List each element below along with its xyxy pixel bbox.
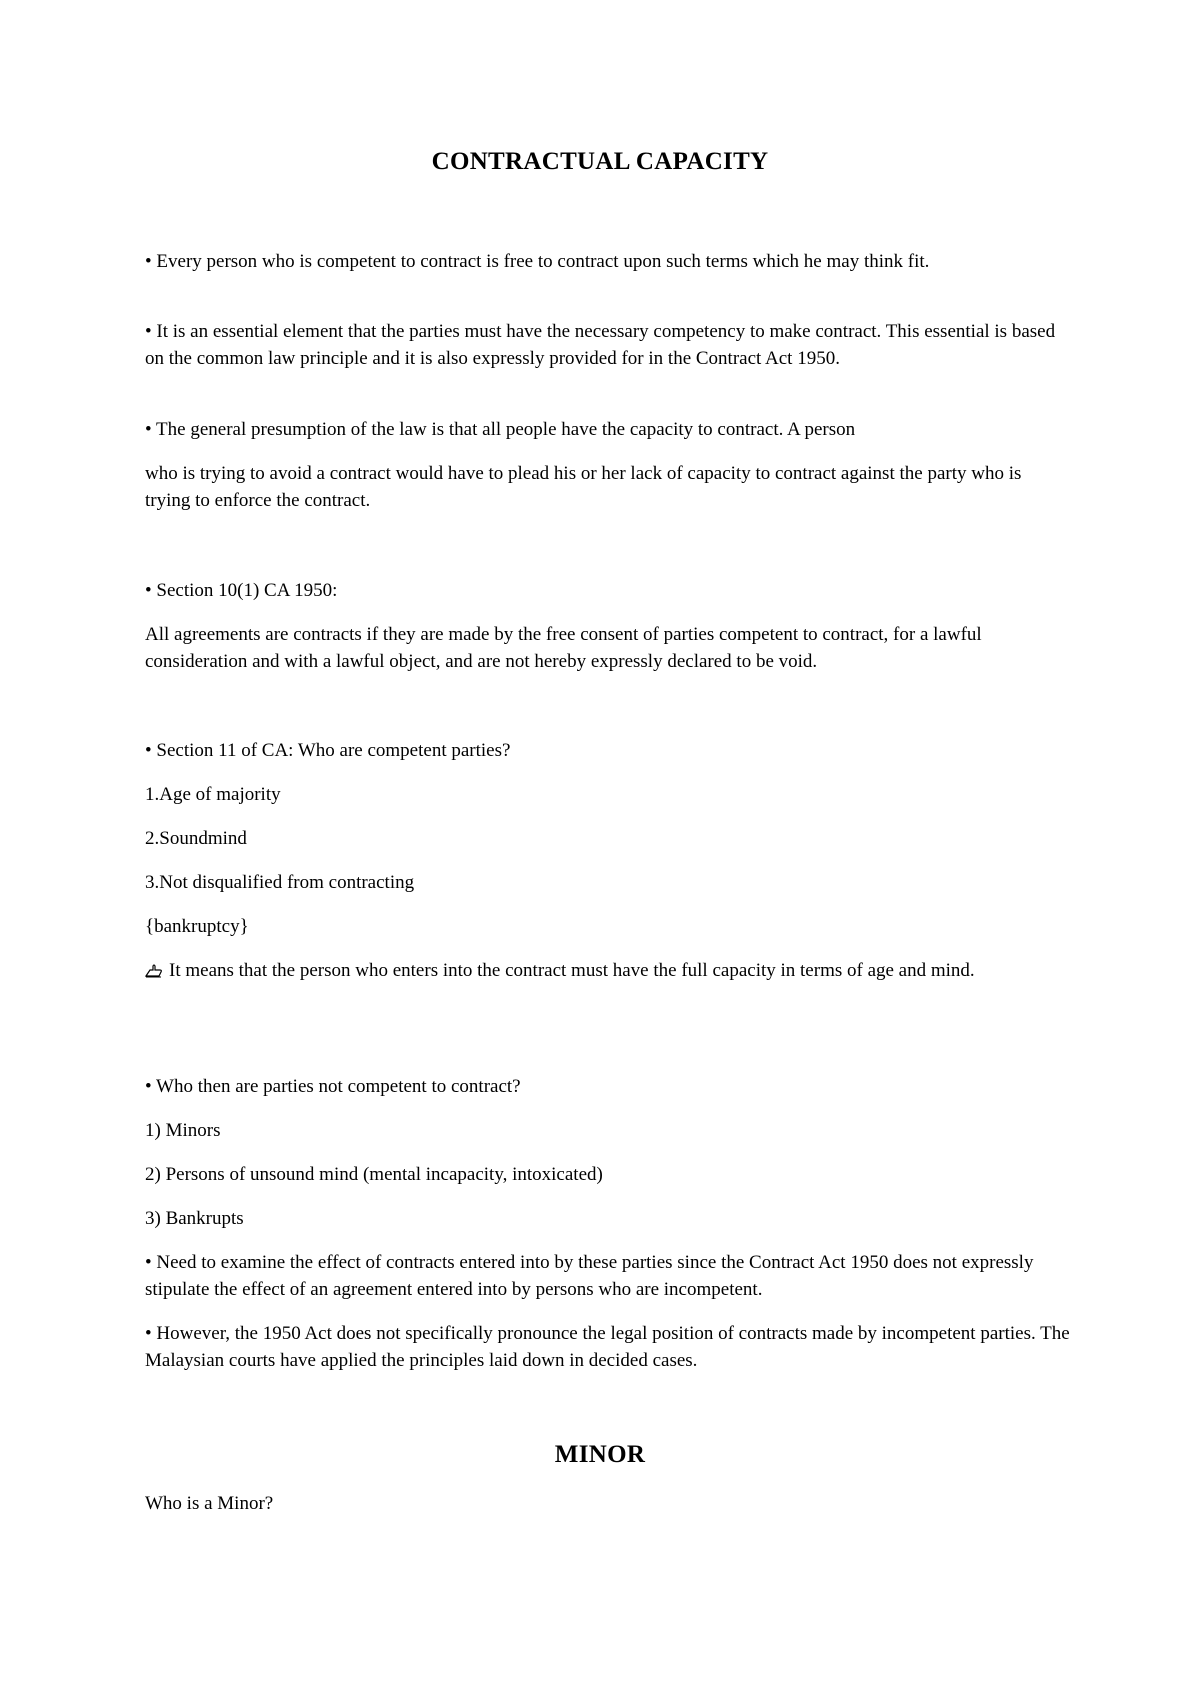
paragraph-section-11: • Section 11 of CA: Who are competent parties? <box>145 740 511 761</box>
list-item-minors: 1) Minors <box>145 1120 221 1141</box>
list-item-soundmind: 2.Soundmind <box>145 828 247 849</box>
page-title: CONTRACTUAL CAPACITY <box>431 148 769 175</box>
list-item-unsound-mind: 2) Persons of unsound mind (mental incapacity, intoxicated) <box>145 1164 603 1185</box>
paragraph-section-10: • Section 10(1) CA 1950: <box>145 580 338 601</box>
list-item-not-disqualified: 3.Not disqualified from contracting <box>145 872 415 893</box>
paragraph-essential-element: • It is an essential element that the parties must have the necessary competency to make contract. This essential is based on the common law principle and it is also expressly provided for in the Contract Act 1950. <box>145 321 1056 369</box>
list-item-bankruptcy: {bankruptcy} <box>145 916 249 937</box>
paragraph-however: • However, the 1950 Act does not specifically pronounce the legal position of contracts made by incompetent parties. The Malaysian courts have applied the principles laid down in decided cases. <box>145 1323 1070 1371</box>
paragraph-competent-free: • Every person who is competent to contract is free to contract upon such terms which he may think fit. <box>145 251 930 272</box>
paragraph-need-to-examine: • Need to examine the effect of contracts entered into by these parties since the Contract Act 1950 does not expressly stipulate the effect of an agreement entered into by persons who are incompetent. <box>145 1252 1034 1300</box>
paragraph-general-presumption: • The general presumption of the law is that all people have the capacity to contract. A person <box>145 419 856 440</box>
paragraph-all-agreements: All agreements are contracts if they are made by the free consent of parties competent to contract, for a lawful consideration and with a lawful object, and are not hereby expressly declared to be void. <box>145 624 982 672</box>
paragraph-full-capacity <box>145 957 1070 984</box>
list-item-bankrupts: 3) Bankrupts <box>145 1208 244 1229</box>
full-capacity-text: It means that the person who enters into the contract must have the full capacity in terms of age and mind. <box>169 960 975 981</box>
list-item-age-of-majority: 1.Age of majority <box>145 784 281 805</box>
section-heading-minor: MINOR <box>554 1441 646 1468</box>
hand-pointer-icon <box>145 959 163 975</box>
paragraph-avoid-contract: who is trying to avoid a contract would have to plead his or her lack of capacity to contract against the party who is trying to enforce the contract. <box>145 463 1022 511</box>
paragraph-not-competent: • Who then are parties not competent to contract? <box>145 1076 521 1097</box>
question-who-is-minor: Who is a Minor? <box>145 1493 274 1514</box>
